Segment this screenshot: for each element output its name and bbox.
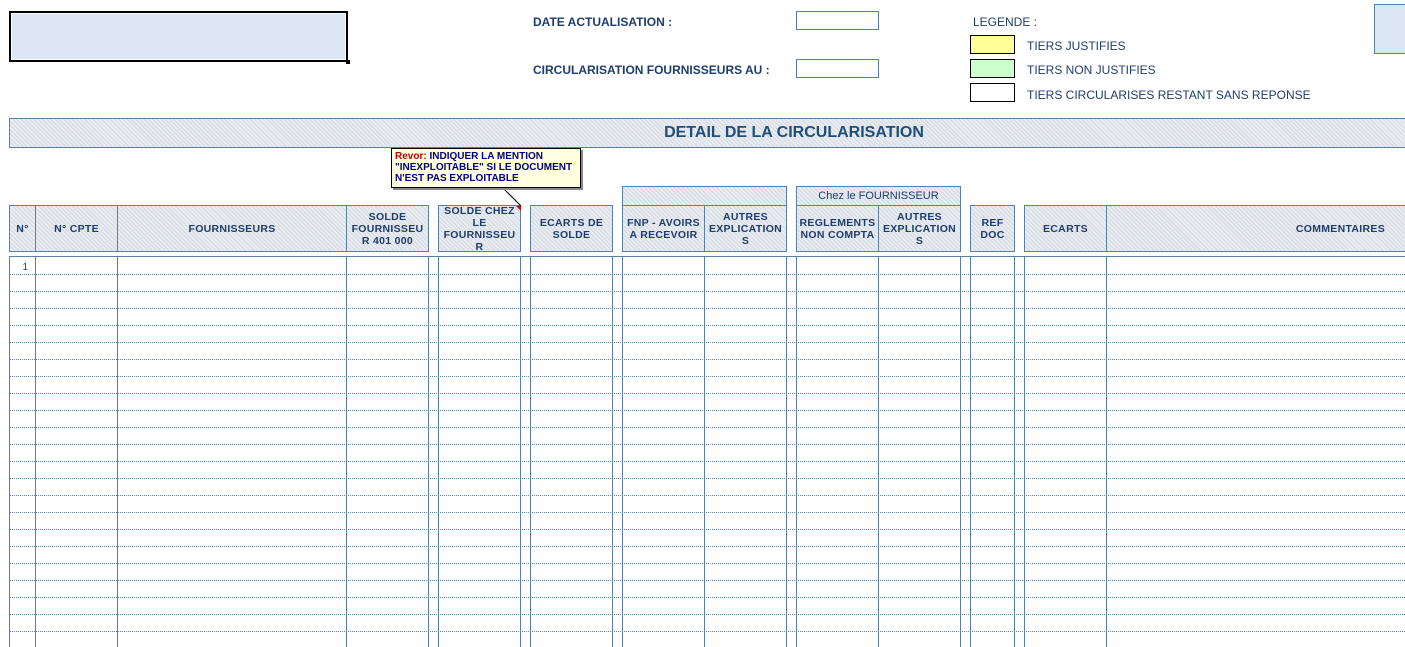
grid-line [878,256,879,647]
grid-line [117,256,118,647]
table-row [10,631,1405,632]
col-header-autres-1[interactable]: AUTRES EXPLICATION S [704,205,787,252]
table-row [10,376,1405,377]
table-row [10,427,1405,428]
grid-line [346,256,347,647]
chez-fournisseur-group-header [796,186,961,206]
table-row [10,342,1405,343]
table-row [10,308,1405,309]
col-header-ecarts[interactable]: ECARTS [1024,205,1107,252]
table-row [10,512,1405,513]
table-row [10,580,1405,581]
table-row [10,495,1405,496]
table-row [10,325,1405,326]
col-header-solde-chez[interactable]: SOLDE CHEZ LE FOURNISSEU R [438,205,521,252]
col-header-solde[interactable]: SOLDE FOURNISSEU R 401 000 [346,205,429,252]
table-row [10,529,1405,530]
grid-line [786,256,787,647]
col-header-reglements[interactable]: REGLEMENTS NON COMPTA [796,205,879,252]
grid-line [530,256,531,647]
table-row [10,461,1405,462]
table-row [10,410,1405,411]
col-header-fournisseurs[interactable]: FOURNISSEURS [117,205,347,252]
grid-line [1106,256,1107,647]
grid-line [1024,256,1025,647]
circularisation-date-input[interactable] [796,59,879,78]
section-title-bar [9,118,1405,148]
grid-line [520,256,521,647]
table-row [10,291,1405,292]
legend-swatch-non-justifies [970,59,1015,78]
legend-swatch-justifies [970,35,1015,54]
legend-label-justifies: TIERS JUSTIFIES [1027,39,1126,53]
grid-line [960,256,961,647]
col-header-ecarts-solde[interactable]: ECARTS DE SOLDE [530,205,613,252]
grid-line [438,256,439,647]
corner-cell[interactable] [1374,4,1405,54]
name-box[interactable] [9,11,348,62]
col-header-commentaires[interactable]: COMMENTAIRES [1106,205,1405,252]
col-header-ref-doc[interactable]: REF DOC [970,205,1015,252]
table-row [10,478,1405,479]
table-row [10,444,1405,445]
legend-label-sans-reponse: TIERS CIRCULARISES RESTANT SANS REPONSE [1027,88,1311,102]
grid-line [622,256,623,647]
fill-handle[interactable] [346,60,350,64]
data-grid[interactable] [0,256,1405,647]
grid-line [428,256,429,647]
grid-line [970,256,971,647]
table-row [10,546,1405,547]
legend-label-non-justifies: TIERS NON JUSTIFIES [1027,63,1156,77]
table-row [10,256,1405,257]
legend-swatch-sans-reponse [970,83,1015,102]
cell-comment[interactable] [391,148,581,188]
legend-title: LEGENDE : [973,15,1038,29]
date-actualisation-label: DATE ACTUALISATION : [533,15,673,29]
table-row [10,274,1405,275]
table-row [10,597,1405,598]
row-number: 1 [22,262,28,273]
col-header-fnp[interactable]: FNP - AVOIRS A RECEVOIR [622,205,705,252]
fnp-group-header [622,186,787,206]
table-row [10,614,1405,615]
section-title: DETAIL DE LA CIRCULARISATION [664,124,924,141]
col-header-compte[interactable]: N° CPTE [35,205,118,252]
grid-line [796,256,797,647]
chez-fournisseur-label: Chez le FOURNISSEUR [818,190,939,202]
grid-line [704,256,705,647]
grid-line [9,256,10,647]
table-row [10,393,1405,394]
table-row [10,563,1405,564]
comment-text: INDIQUER LA MENTION "INEXPLOITABLE" SI LE DOCUMENT N'EST PAS EXPLOITABLE [395,151,573,184]
grid-line [1014,256,1015,647]
date-actualisation-input[interactable] [796,11,879,30]
col-header-num[interactable]: N° [9,205,36,252]
circularisation-label: CIRCULARISATION FOURNISSEURS AU : [533,63,770,77]
table-row [10,359,1405,360]
comment-author: Revor: [395,151,427,162]
col-header-autres-2[interactable]: AUTRES EXPLICATION S [878,205,961,252]
grid-line [612,256,613,647]
grid-line [35,256,36,647]
